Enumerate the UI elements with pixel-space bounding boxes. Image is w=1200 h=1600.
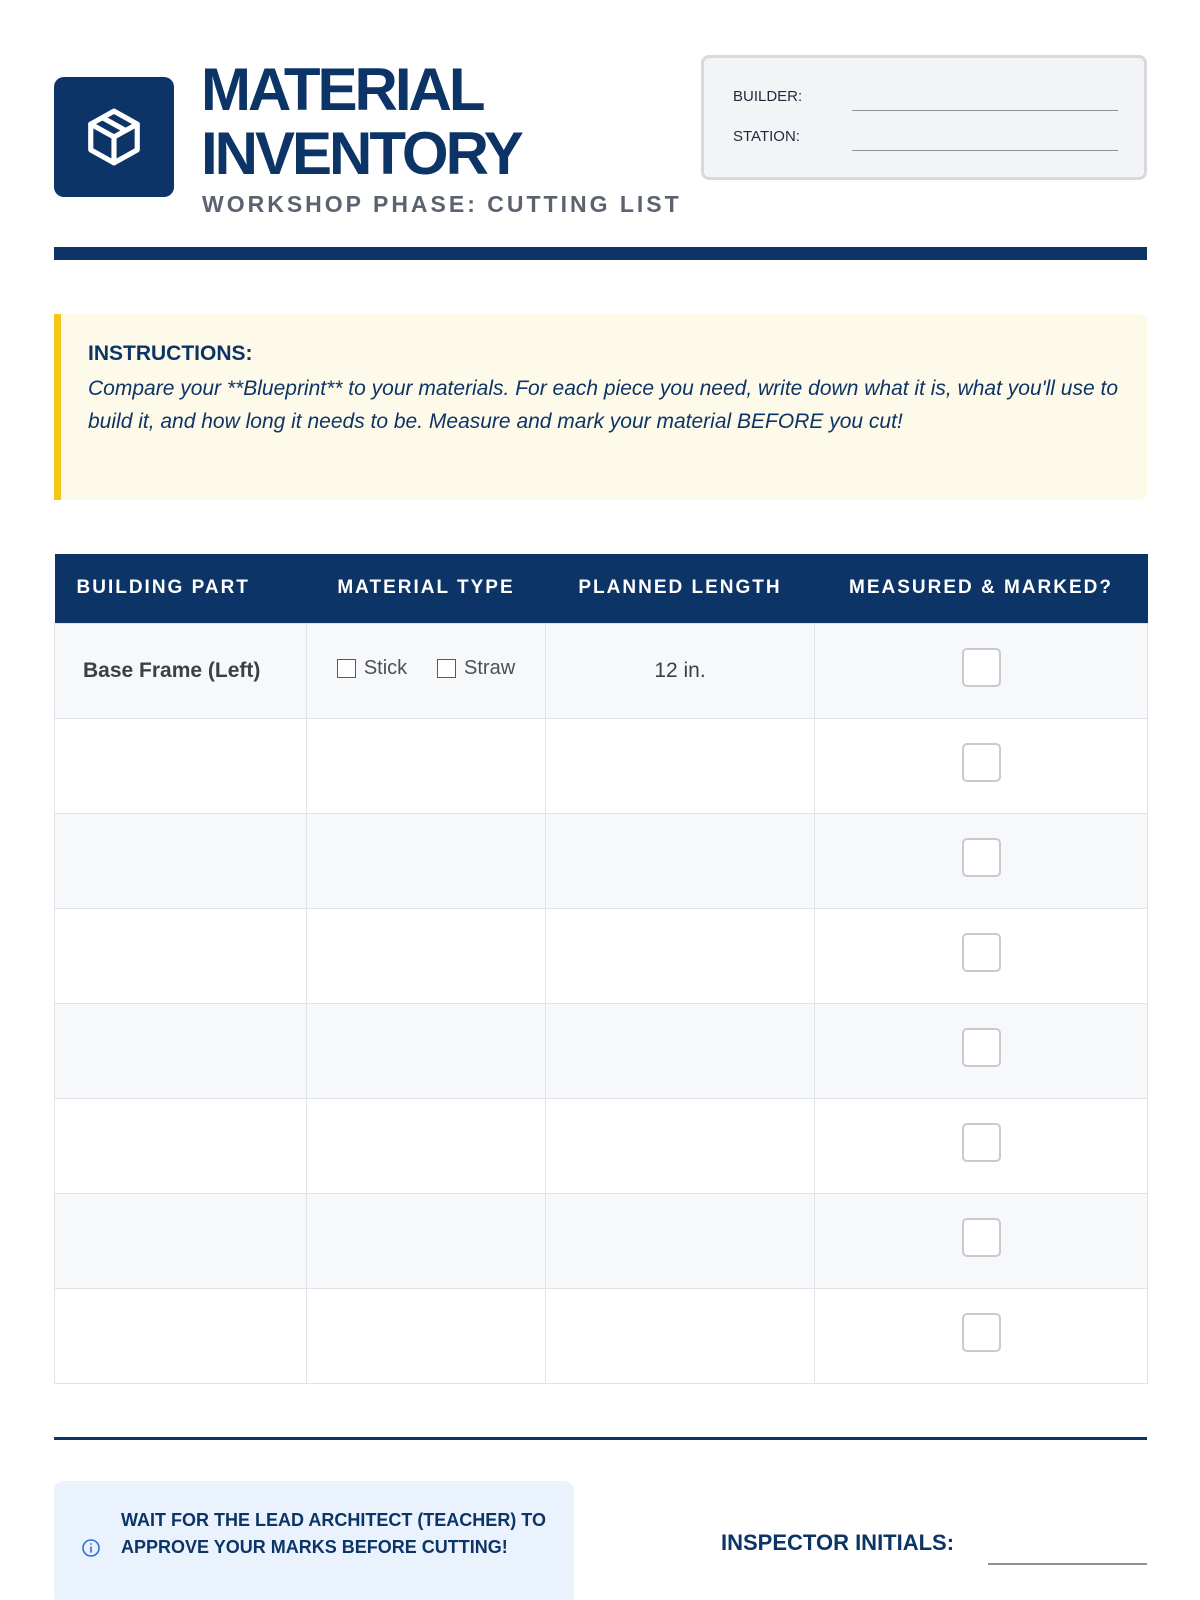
package-box-icon bbox=[83, 106, 145, 168]
part-cell[interactable] bbox=[55, 813, 307, 908]
builder-label: BUILDER: bbox=[733, 88, 803, 105]
marked-checkbox[interactable] bbox=[962, 838, 1001, 877]
identity-box bbox=[701, 55, 1147, 180]
length-cell[interactable] bbox=[546, 1003, 815, 1098]
col-measured-marked: MEASURED & MARKED? bbox=[849, 577, 1113, 599]
table-row bbox=[55, 1193, 1148, 1288]
instructions-body: Compare your **Blueprint** to your materials. For each piece you need, write down what it is, what you'll use to build it, and how long it needs to be. Measure and mark your material BEFORE you cut! bbox=[88, 377, 1119, 433]
col-building-part: BUILDING PART bbox=[76, 577, 250, 599]
marked-cell bbox=[815, 908, 1148, 1003]
table-header-row bbox=[55, 554, 1148, 623]
marked-cell bbox=[815, 813, 1148, 908]
length-cell[interactable] bbox=[546, 908, 815, 1003]
length-cell[interactable] bbox=[546, 813, 815, 908]
title-line-2: INVENTORY bbox=[201, 120, 521, 187]
marked-cell bbox=[815, 1288, 1148, 1383]
part-cell[interactable] bbox=[55, 718, 307, 813]
part-cell[interactable]: Base Frame (Left) bbox=[55, 623, 307, 718]
part-cell[interactable] bbox=[55, 1003, 307, 1098]
length-cell[interactable] bbox=[546, 718, 815, 813]
marked-cell bbox=[815, 1193, 1148, 1288]
material-cell[interactable] bbox=[307, 813, 546, 908]
table-row bbox=[55, 1098, 1148, 1193]
material-cell bbox=[307, 623, 546, 718]
material-cell[interactable] bbox=[307, 908, 546, 1003]
straw-label: Straw bbox=[464, 657, 516, 679]
inspector-initials-field[interactable] bbox=[988, 1563, 1147, 1565]
straw-checkbox[interactable] bbox=[437, 659, 456, 678]
title-line-1: MATERIAL bbox=[201, 56, 483, 123]
logo-badge bbox=[54, 77, 174, 197]
table-row-example bbox=[55, 623, 1148, 718]
footer-divider bbox=[54, 1437, 1147, 1440]
material-option-straw[interactable] bbox=[437, 657, 515, 680]
marked-cell bbox=[815, 623, 1148, 718]
instructions-heading: INSTRUCTIONS: bbox=[88, 342, 253, 365]
length-cell[interactable] bbox=[546, 1193, 815, 1288]
part-cell[interactable] bbox=[55, 1288, 307, 1383]
material-cell[interactable] bbox=[307, 1193, 546, 1288]
marked-checkbox[interactable] bbox=[962, 1028, 1001, 1067]
marked-checkbox[interactable] bbox=[962, 933, 1001, 972]
part-cell[interactable] bbox=[55, 1098, 307, 1193]
table-row bbox=[55, 908, 1148, 1003]
part-cell[interactable] bbox=[55, 908, 307, 1003]
length-cell[interactable] bbox=[546, 1288, 815, 1383]
stick-label: Stick bbox=[363, 657, 408, 679]
marked-checkbox[interactable] bbox=[962, 1123, 1001, 1162]
page-subtitle: WORKSHOP PHASE: CUTTING LIST bbox=[202, 191, 682, 217]
stick-checkbox[interactable] bbox=[337, 659, 356, 678]
notice-text: WAIT FOR THE LEAD ARCHITECT (TEACHER) TO APPROVE YOUR MARKS BEFORE CUTTING! bbox=[121, 1510, 546, 1557]
marked-cell bbox=[815, 1098, 1148, 1193]
marked-checkbox[interactable] bbox=[962, 648, 1001, 687]
material-cell[interactable] bbox=[307, 1003, 546, 1098]
marked-cell bbox=[815, 718, 1148, 813]
table-row bbox=[55, 1003, 1148, 1098]
col-planned-length: PLANNED LENGTH bbox=[578, 577, 782, 599]
marked-checkbox[interactable] bbox=[962, 743, 1001, 782]
page-title bbox=[201, 58, 521, 186]
marked-cell bbox=[815, 1003, 1148, 1098]
station-field[interactable] bbox=[852, 150, 1118, 151]
material-option-stick[interactable] bbox=[337, 657, 407, 680]
length-cell[interactable] bbox=[546, 1098, 815, 1193]
station-label: STATION: bbox=[733, 128, 800, 145]
length-cell[interactable]: 12 in. bbox=[546, 623, 815, 718]
material-cell[interactable] bbox=[307, 1098, 546, 1193]
info-circle-icon bbox=[81, 1538, 101, 1558]
col-material-type: MATERIAL TYPE bbox=[337, 577, 515, 599]
table-row bbox=[55, 813, 1148, 908]
material-cell[interactable] bbox=[307, 718, 546, 813]
instructions-callout bbox=[54, 314, 1147, 500]
marked-checkbox[interactable] bbox=[962, 1313, 1001, 1352]
table-row bbox=[55, 718, 1148, 813]
approval-notice bbox=[54, 1481, 574, 1600]
cutting-list-table bbox=[54, 554, 1147, 1384]
inspector-label: INSPECTOR INITIALS: bbox=[721, 1530, 955, 1555]
marked-checkbox[interactable] bbox=[962, 1218, 1001, 1257]
header-divider bbox=[54, 247, 1147, 260]
table-row bbox=[55, 1288, 1148, 1383]
part-cell[interactable] bbox=[55, 1193, 307, 1288]
builder-field[interactable] bbox=[852, 110, 1118, 111]
material-cell[interactable] bbox=[307, 1288, 546, 1383]
